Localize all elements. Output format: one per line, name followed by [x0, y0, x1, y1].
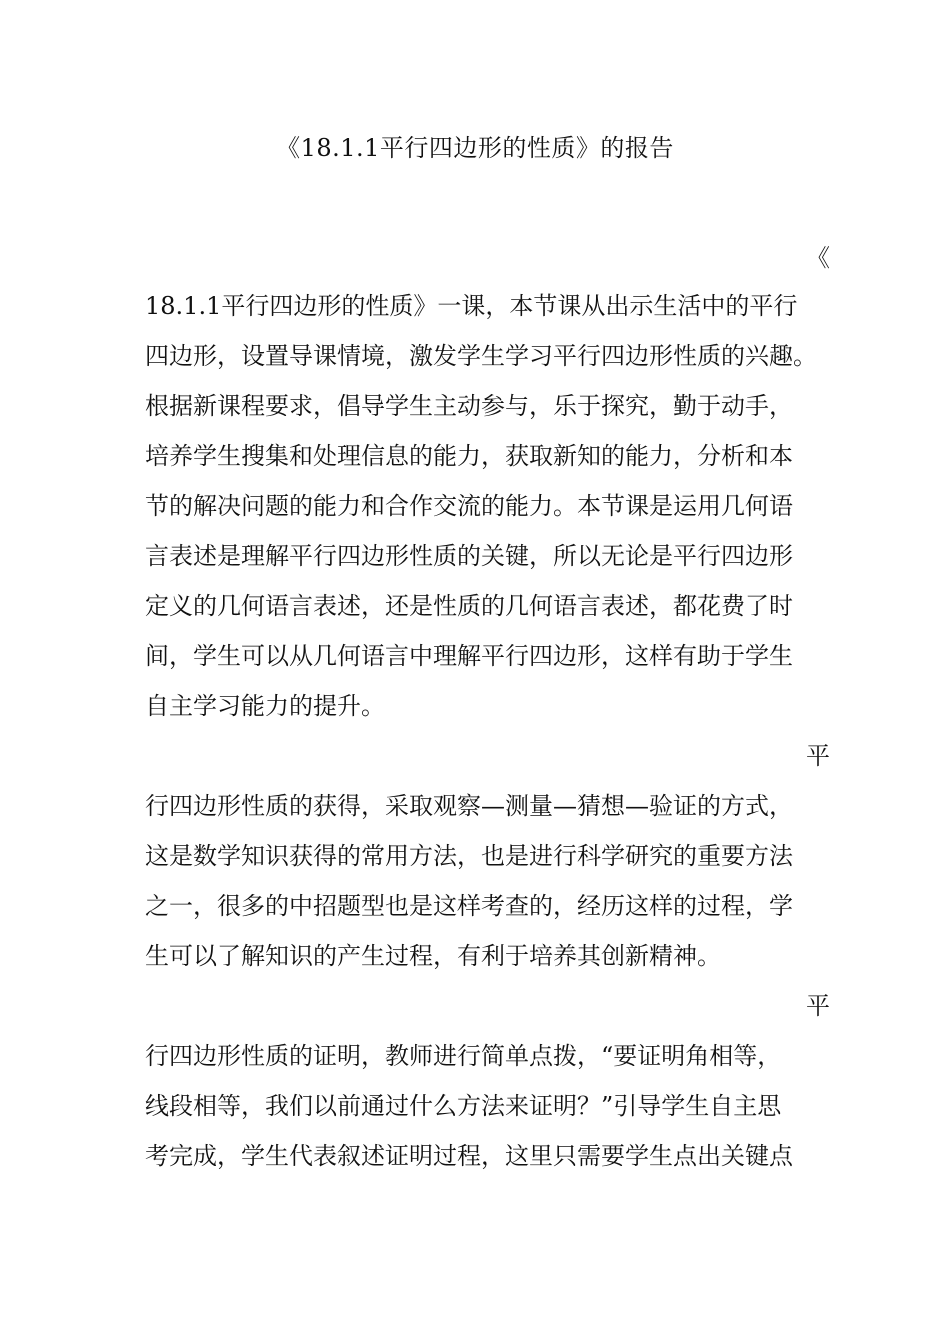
text-line: 之一，很多的中招题型也是这样考查的，经历这样的过程，学 [145, 892, 793, 920]
text-line: 生可以了解知识的产生过程，有利于培养其创新精神。 [145, 942, 721, 970]
text-line: 这是数学知识获得的常用方法，也是进行科学研究的重要方法 [145, 842, 793, 870]
text-line: 自主学习能力的提升。 [145, 692, 385, 720]
text-line: 行四边形性质的获得，采取观察—测量—猜想—验证的方式， [145, 792, 793, 820]
text-line: 线段相等，我们以前通过什么方法来证明？”引导学生自主思 [145, 1092, 782, 1120]
paragraph-lead: 《 [806, 244, 830, 272]
text-line: 间，学生可以从几何语言中理解平行四边形，这样有助于学生 [145, 642, 793, 670]
text-line: 行四边形性质的证明，教师进行简单点拨，“要证明角相等， [145, 1042, 782, 1070]
paragraph-lead: 平 [806, 742, 830, 770]
text-line: 培养学生搜集和处理信息的能力，获取新知的能力，分析和本 [145, 442, 793, 470]
text-line: 考完成，学生代表叙述证明过程，这里只需要学生点出关键点 [145, 1142, 793, 1170]
document-title: 《18.1.1平行四边形的性质》的报告 [276, 134, 674, 162]
text-line: 四边形，设置导课情境，激发学生学习平行四边形性质的兴趣。 [145, 342, 817, 370]
text-line: 根据新课程要求，倡导学生主动参与，乐于探究，勤于动手， [145, 392, 793, 420]
paragraph-lead: 平 [806, 992, 830, 1020]
text-line: 节的解决问题的能力和合作交流的能力。本节课是运用几何语 [145, 492, 793, 520]
text-line: 言表述是理解平行四边形性质的关键，所以无论是平行四边形 [145, 542, 793, 570]
text-line: 18.1.1平行四边形的性质》一课，本节课从出示生活中的平行 [145, 292, 798, 320]
text-line: 定义的几何语言表述，还是性质的几何语言表述，都花费了时 [145, 592, 793, 620]
